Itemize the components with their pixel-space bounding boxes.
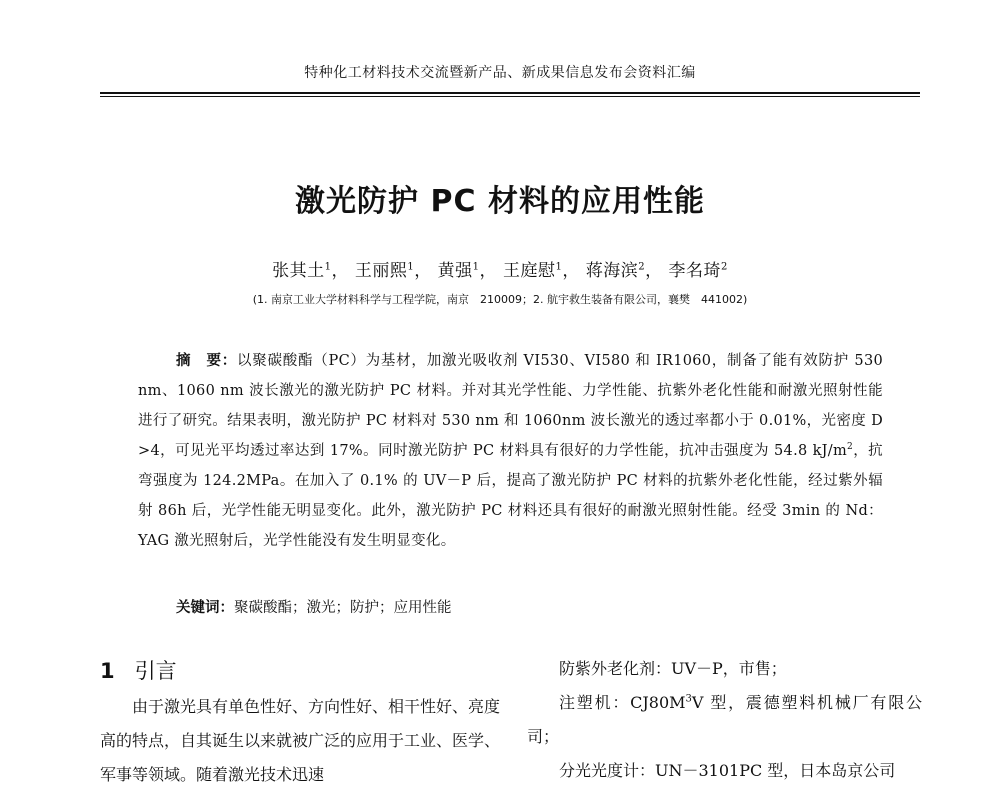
affiliation-marker: 1 (555, 261, 563, 273)
author-name: 王丽熙 (354, 261, 408, 281)
author-name: 王庭慰 (502, 261, 556, 281)
injection-machine-model: 注塑机：CJ80M (559, 693, 686, 712)
author-separator: ， (645, 261, 663, 281)
author-separator: ， (562, 261, 580, 281)
uv-agent-line: 防紫外老化剂：UV－P，市售； (559, 659, 787, 678)
intro-paragraph: 由于激光具有单色性好、方向性好、相干性好、亮度高的特点，自其诞生以来就被广泛的应用于工业、医学、军事等领域。随着激光技术迅速 (100, 697, 501, 784)
keywords-label: 关键词： (176, 599, 234, 616)
author-separator: ， (479, 261, 498, 281)
running-header: 特种化工材料技术交流暨新产品、新成果信息发布会资料汇编 (304, 65, 696, 81)
author-name: 黄强 (437, 261, 473, 281)
keywords (176, 596, 452, 617)
author-separator: ， (414, 261, 432, 281)
abstract-label: 摘 要： (176, 352, 238, 369)
section-number: 1 (100, 659, 115, 683)
abstract (138, 346, 883, 556)
affiliation-marker: 1 (324, 261, 332, 273)
affiliations: (1. 南京工业大学材料科学与工程学院，南京 210009；2. 航宇救生装备有限公司，襄樊 441002) (252, 293, 748, 306)
section-title: 引言 (134, 659, 177, 683)
abstract-text-part1: 以聚碳酸酯（PC）为基材，加激光吸收剂 VI530、VI580 和 IR1060，制备了能有效防护 530 nm、1060 nm 波长激光的激光防护 PC 材料。并对其光学性能、力学性能、抗紫外老化性能和耐激光照射性能进行了研究。结果表明，激光防护 PC 材料对 530 nm 和 1060nm 波长激光的透过率都小于 0.01%，光密度 D >4，可见光平均透过率达到 17%。同时激光防护 PC 材料具有很好的力学性能，抗冲击强度为 54.8 kJ/m (138, 353, 883, 459)
author-separator: ， (331, 261, 349, 281)
keywords-text: 聚碳酸酯；激光；防护；应用性能 (234, 600, 452, 616)
author-name: 李名琦 (668, 261, 722, 281)
affiliation-marker: 2 (638, 261, 646, 273)
header-rule-thin (100, 96, 920, 97)
author-name: 蒋海滨 (585, 261, 639, 281)
abstract-text-part2: ，抗弯强度为 124.2MPa。在加入了 0.1% 的 UV－P 后，提高了激光防护 PC 材料的抗紫外老化性能，经过紫外辐射 86h 后，光学性能无明显变化。此外，激光防护 PC 材料还具有很好的耐激光照射性能。经受 3min 的 Nd：YAG 激光照射后，光学性能没有发生明显变化。 (138, 443, 883, 549)
injection-machine-maker: V 型，震德塑料机械厂有限公司； (527, 693, 922, 746)
header-rule-thick (100, 92, 920, 94)
injection-machine-line (527, 686, 922, 754)
unit-exponent: 2 (847, 442, 854, 453)
section-heading (100, 655, 177, 685)
affiliation-marker: 2 (721, 261, 728, 273)
author-name: 张其土 (272, 261, 325, 281)
materials-list (527, 652, 922, 788)
spectrophotometer-line: 分光光度计：UN－3101PC 型，日本岛京公司 (559, 761, 896, 780)
affiliation-marker: 1 (472, 261, 480, 273)
affiliation-marker: 1 (407, 261, 415, 273)
author-list (0, 256, 1000, 281)
paper-title: 激光防护 PC 材料的应用性能 (295, 184, 705, 219)
model-superscript: 3 (685, 693, 692, 705)
